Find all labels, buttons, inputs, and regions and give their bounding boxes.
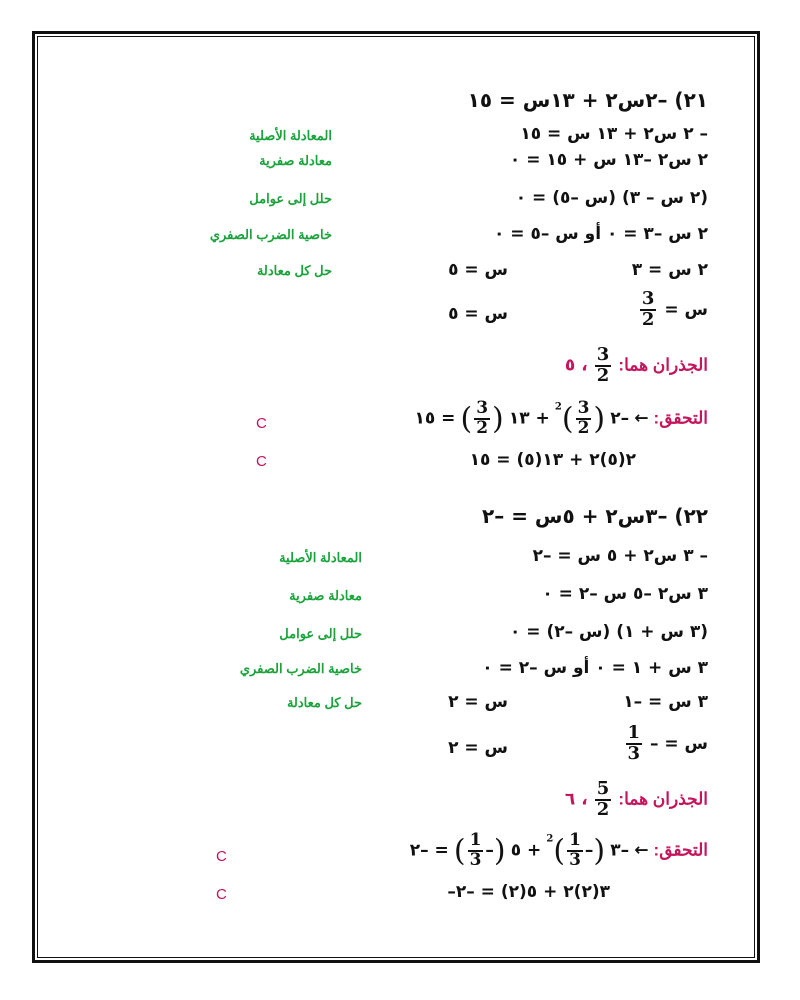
problem-21-header: ٢١) –٢س٢ + ١٣س = ١٥ — [467, 88, 708, 112]
p21-roots-label: الجذران هما: — [618, 355, 708, 375]
p22-step-5-eq: ٣ س = –١ — [623, 692, 708, 712]
p22-roots-fraction: $\frac{5}{2}$ — [596, 778, 610, 820]
p22-roots-label: الجذران هما: — [618, 789, 708, 809]
p22-check-arrow: ← — [634, 840, 649, 861]
p21-solve-right: س = ٥ — [448, 304, 508, 324]
p21-step-5-eq: ٢ س = ٣ — [631, 260, 708, 280]
p22-step-1-note: المعادلة الأصلية — [279, 550, 362, 565]
p22-step-4-eq: ٣ س + ١ = ٠ أو س –٢ = ٠ — [482, 658, 708, 678]
p21-check-mark-2: C — [256, 453, 267, 470]
p21-step-5-eq2: س = ٥ — [448, 260, 508, 280]
problem-22-header: ٢٢) –٣س٢ + ٥س = –٢ — [482, 504, 708, 528]
p21-step-3-note: حلل إلى عوامل — [249, 191, 332, 206]
p22-step-5-note: حل كل معادلة — [286, 695, 362, 710]
p21-roots-fraction: $\frac{3}{2}$ — [596, 344, 610, 386]
p22-step-3-eq: (٣ س + ١) (س –٢) = ٠ — [509, 622, 708, 642]
p22-step-4-note: خاصية الضرب الصفري — [239, 661, 362, 676]
p22-step-2-eq: ٣ س٢ –٥ س –٢ = ٠ — [542, 584, 708, 604]
p21-step-4-eq: ٢ س –٣ = ٠ أو س –٥ = ٠ — [493, 224, 708, 244]
p22-check-label: التحقق: — [653, 840, 708, 860]
p22-roots-rest: ، ٦ — [564, 789, 588, 810]
p22-solve-right: س = ٢ — [448, 738, 508, 758]
p22-solve-prefix: س = – — [649, 733, 708, 754]
p22-check-line-2: –٣(٢)٢ + ٥(٢) = –٢ — [447, 882, 610, 902]
p21-solve-frac — [638, 290, 708, 330]
p22-step-5-eq2: س = ٢ — [448, 692, 508, 712]
p22-check-eq: = –٢ — [409, 840, 449, 861]
p21-solve-fraction: $\frac{3}{2}$ — [641, 288, 655, 330]
p21-check-eq: = ١٥ — [414, 408, 456, 429]
p22-check-term-a: –٣ — [610, 840, 630, 861]
p22-check-mark-1: C — [216, 848, 227, 865]
p21-step-4-note: خاصية الضرب الصفري — [209, 227, 332, 242]
p21-step-1-note: المعادلة الأصلية — [249, 128, 332, 143]
p22-check-mark-2: C — [216, 886, 227, 903]
p22-step-2-note: معادلة صفرية — [289, 588, 362, 603]
p22-check-term-b: + ٥ — [510, 840, 542, 861]
p21-check-line-1: التحقق: ← –٢ ( $\frac{3}{2}$ )$^2$ + ١٣ ( $\frac{3}{2}$ ) = ١٥ — [414, 398, 708, 438]
p21-check-mark-1: C — [256, 415, 267, 432]
p21-step-2-eq: ٢ س٢ –١٣ س + ١٥ = ٠ — [509, 150, 708, 170]
p21-check-frac-2: $\frac{3}{2}$ — [476, 398, 489, 438]
p21-check-frac-1: $\frac{3}{2}$ — [577, 398, 590, 438]
p21-step-2-note: معادلة صفرية — [259, 153, 332, 168]
p22-check-frac-2: $\frac{1}{3}$ — [469, 830, 482, 870]
p21-step-3-eq: (٢ س – ٣) (س –٥) = ٠ — [515, 188, 708, 208]
p22-solve-fraction: $\frac{1}{3}$ — [627, 722, 641, 764]
p21-check-line-2: ٢(٥)٢ + ١٣(٥) = ١٥ — [469, 450, 636, 470]
p22-step-1-eq: – ٣ س٢ + ٥ س = –٢ — [532, 546, 708, 566]
p21-step-1-eq: – ٢ س٢ + ١٣ س = ١٥ — [520, 124, 708, 144]
p22-roots — [565, 780, 708, 820]
p21-roots-rest: ، ٥ — [564, 355, 588, 376]
p21-step-5-note: حل كل معادلة — [256, 263, 332, 278]
p22-check-frac-1: $\frac{1}{3}$ — [569, 830, 581, 870]
p21-check-arrow: ← — [634, 408, 649, 429]
p21-check-term-b: + ١٣ — [508, 408, 550, 429]
p21-check-label: التحقق: — [653, 408, 708, 428]
p21-solve-prefix: س = — [664, 299, 708, 320]
p22-solve-frac — [624, 724, 709, 764]
p22-step-3-note: حلل إلى عوامل — [279, 626, 362, 641]
p21-roots — [565, 346, 708, 386]
p21-check-term-a: –٢ — [610, 408, 630, 429]
p22-check-line-1: التحقق: ← –٣ (– $\frac{1}{3}$ )$^2$ + ٥ (– $\frac{1}{3}$ ) = –٢ — [409, 830, 708, 870]
